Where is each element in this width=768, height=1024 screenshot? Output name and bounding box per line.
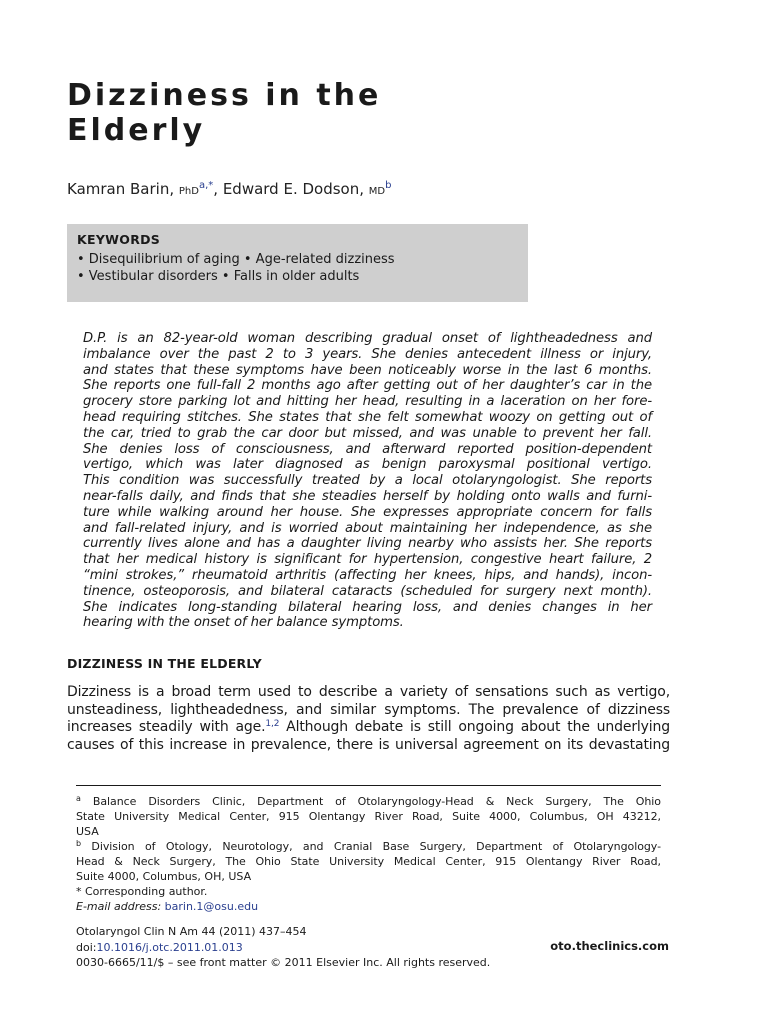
case-line: near-falls daily, and finds that she steadies herself by holding onto walls and furni- <box>83 488 652 504</box>
body-line: causes of this increase in prevalence, there is universal agreement on its devastating <box>67 736 670 753</box>
case-line: She denies loss of consciousness, and afterward reported position-dependent <box>83 441 652 457</box>
keywords-box <box>67 224 528 302</box>
case-line: This condition was successfully treated by a local otolaryngologist. She reports <box>83 473 652 489</box>
body-line: Dizziness is a broad term used to describe a variety of sensations such as vertigo, <box>67 684 670 700</box>
case-line: the car, tried to grab the car door but missed, and was unable to prevent her fall. <box>83 425 652 441</box>
author-2-name: , Edward E. Dodson, <box>213 180 364 198</box>
doi-link[interactable]: 10.1016/j.otc.2011.01.013 <box>96 940 243 954</box>
email-link[interactable]: barin.1@osu.edu <box>164 900 259 913</box>
author-2-affiliation-mark[interactable]: b <box>385 180 392 191</box>
case-line: She indicates long-standing bilateral hearing loss, and denies changes in her <box>83 599 652 615</box>
case-line: that her medical history is significant for hypertension, congestive heart failure, 2 <box>83 552 652 568</box>
corresponding-author-note: * Corresponding author. <box>76 885 208 898</box>
email-line <box>76 899 661 914</box>
footnote-b-line-2: Head & Neck Surgery, The Ohio State University Medical Center, 915 Olentangy River Road, <box>76 855 661 868</box>
case-line: imbalance over the past 2 to 3 years. She denies antecedent illness or injury, <box>83 346 652 362</box>
doi-label: doi: <box>76 940 97 954</box>
case-line: hearing with the onset of her balance symptoms. <box>83 615 404 631</box>
footnote-b-mark: b <box>76 839 82 848</box>
footnote-a-line-3: USA <box>76 825 99 838</box>
footnote-b-line-3: Suite 4000, Columbus, OH, USA <box>76 870 252 883</box>
reference-citation[interactable]: 1,2 <box>265 719 280 729</box>
footnote-a-mark: a <box>76 794 81 803</box>
case-line: and states that these symptoms have been noticeably worse in the last 6 months. <box>83 362 652 378</box>
case-report <box>83 331 652 631</box>
author-2-degree: MD <box>368 186 386 197</box>
case-line: currently lives alone and has a daughter living nearby who assists her. She reports <box>83 536 652 552</box>
article-title <box>67 78 487 148</box>
email-label: E-mail address: <box>76 900 162 913</box>
journal-website-link[interactable]: oto.theclinics.com <box>550 939 669 953</box>
case-line: vertigo, which was later diagnosed as benign paroxysmal positional vertigo. <box>83 457 652 473</box>
case-line: She reports one full-fall 2 months ago after getting out of her daughter’s car in the <box>83 378 652 394</box>
case-line: and fall-related injury, and is worried about maintaining her independence, as she <box>83 520 652 536</box>
author-1-degree: PhD <box>178 186 199 197</box>
keywords-line-2: • Vestibular disorders • Falls in older adults <box>77 269 360 284</box>
case-line: D.P. is an 82-year-old woman describing gradual onset of lightheadedness and <box>83 331 652 346</box>
body-line: unsteadiness, lightheadedness, and similar symptoms. The prevalence of dizziness <box>67 701 670 718</box>
footnote-a-line-1 <box>76 794 661 809</box>
footnote-divider <box>76 785 661 786</box>
body-text: increases steadily with age. <box>67 719 266 735</box>
title-line-2: Elderly <box>67 113 206 148</box>
journal-citation: Otolaryngol Clin N Am 44 (2011) 437–454 <box>76 925 307 938</box>
keywords-heading: KEYWORDS <box>77 232 161 247</box>
author-1-affiliation-mark[interactable]: a,* <box>198 180 214 191</box>
case-line: “mini strokes,” rheumatoid arthritis (affecting her knees, hips, and hands), incon- <box>83 567 652 583</box>
copyright-line: 0030-6665/11/$ – see front matter © 2011 Elsevier Inc. All rights reserved. <box>76 956 491 969</box>
case-line: ture while walking around her house. She expresses appropriate concern for falls <box>83 504 652 520</box>
keywords-line-1: • Disequilibrium of aging • Age-related dizziness <box>77 252 395 267</box>
title-line-1: Dizziness in the <box>67 78 382 113</box>
author-1-name: Kamran Barin, <box>67 180 175 198</box>
body-line <box>67 719 670 737</box>
body-paragraph <box>67 684 670 754</box>
footnote-text: Division of Otology, Neurotology, and Cranial Base Surgery, Department of Otolaryngology- <box>81 840 661 853</box>
body-text: Although debate is still ongoing about the underlying <box>279 719 670 735</box>
footnotes <box>76 794 661 914</box>
footnote-text: Balance Disorders Clinic, Department of Otolaryngology-Head & Neck Surgery, The Ohio <box>80 795 661 808</box>
case-line: tinence, osteoporosis, and bilateral cataracts (scheduled for surgery next month). <box>83 583 652 599</box>
case-line: grocery store parking lot and hitting her head, resulting in a laceration on her fore- <box>83 394 652 410</box>
footnote-a-line-2: State University Medical Center, 915 Olentangy River Road, Suite 4000, Columbus, OH 43212, <box>76 810 661 823</box>
section-heading: DIZZINESS IN THE ELDERLY <box>67 656 262 671</box>
footnote-b-line-1 <box>76 839 661 854</box>
case-line: head requiring stitches. She states that she felt somewhat woozy on getting out of <box>83 409 652 425</box>
author-line <box>67 180 391 198</box>
